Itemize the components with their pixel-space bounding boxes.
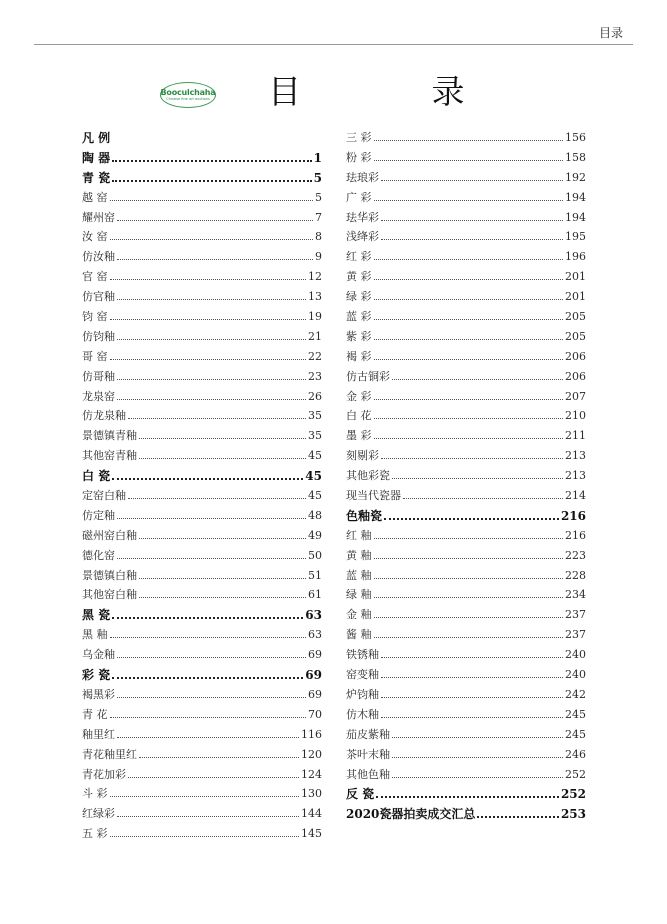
toc-entry-page: 216 [560,508,586,523]
toc-entry-label: 仿龙泉釉 [82,409,126,423]
toc-entry-page: 237 [565,628,586,642]
dot-leader [374,318,564,320]
logo-tagline-text: Chinese fine art auctions [166,97,210,101]
toc-entry [82,825,322,845]
toc-entry-page: 144 [301,807,322,821]
toc-entry-label: 黄 彩 [346,270,372,284]
dot-leader [117,656,306,658]
toc-entry-page: 145 [301,827,322,841]
toc-entry [346,209,586,229]
toc-entry-label: 定窑白釉 [82,489,126,503]
toc-entry-page: 201 [565,290,586,304]
toc-entry-page: 237 [565,608,586,622]
toc-entry-label: 广 彩 [346,190,372,204]
header-rule [34,44,633,45]
toc-entry-page: 5 [315,190,322,204]
toc-entry [346,169,586,189]
toc-entry [82,407,322,427]
toc-entry [346,288,586,308]
toc-entry-page: 211 [565,429,586,443]
toc-entry [346,487,586,507]
toc-entry [82,129,322,149]
toc-entry [82,686,322,706]
toc-entry-page: 1 [313,150,322,165]
dot-leader [374,616,564,618]
toc-entry-page: 13 [308,290,322,304]
toc-entry [82,726,322,746]
toc-entry-page: 242 [565,687,586,701]
dot-leader [139,577,306,579]
toc-entry-label: 浅绛彩 [346,230,379,244]
dot-leader [477,815,559,818]
toc-entry-page: 22 [308,349,322,363]
toc-entry-label: 越 窑 [82,190,108,204]
dot-leader [117,398,306,400]
toc-entry [346,368,586,388]
dot-leader [381,676,563,678]
dot-leader [374,398,564,400]
toc-entry-page: 45 [308,449,322,463]
toc-entry-page: 246 [565,747,586,761]
toc-entry [82,348,322,368]
toc-entry [346,328,586,348]
toc-entry-label: 红 釉 [346,528,372,542]
toc-entry-page: 45 [308,489,322,503]
toc-entry [346,766,586,786]
toc-entry-label: 仿汝釉 [82,250,115,264]
toc-entry-page: 253 [560,807,586,822]
toc-entry [82,189,322,209]
toc-entry-label: 青 瓷 [82,170,111,185]
dot-leader [381,179,563,181]
toc-entry-page: 7 [315,210,322,224]
toc-entry [346,547,586,567]
toc-entry-page: 51 [308,568,322,582]
toc-entry [346,447,586,467]
dot-leader [376,795,559,798]
toc-entry-label: 凡 例 [82,131,111,145]
toc-entry-label: 其他窑青釉 [82,449,137,463]
dot-leader [112,676,303,679]
toc-entry-page: 195 [565,230,586,244]
toc-entry [82,248,322,268]
toc-entry-label: 色釉瓷 [346,508,383,523]
toc-entry [82,288,322,308]
dot-leader [374,358,564,360]
toc-entry-label: 2020瓷器拍卖成交汇总 [346,807,476,822]
toc-entry-label: 炉钧釉 [346,687,379,701]
toc-entry-label: 五 彩 [82,827,108,841]
toc-entry [82,328,322,348]
toc-entry-label: 绿 彩 [346,290,372,304]
toc-entry-label: 黑 瓷 [82,608,111,623]
dot-leader [374,596,564,598]
toc-entry-page: 210 [565,409,586,423]
toc-entry-page: 9 [315,250,322,264]
publisher-logo [160,82,216,108]
toc-entry [346,228,586,248]
dot-leader [381,656,563,658]
toc-entry [82,766,322,786]
toc-entry [82,268,322,288]
toc-entry-page: 116 [301,727,322,741]
dot-leader [374,417,564,419]
dot-leader [374,537,564,539]
toc-entry [82,527,322,547]
toc-entry [82,626,322,646]
toc-entry [82,646,322,666]
toc-entry-label: 黑 釉 [82,628,108,642]
toc-entry-page: 124 [301,767,322,781]
toc-entry [346,746,586,766]
toc-entry-page: 252 [565,767,586,781]
dot-leader [392,378,563,380]
toc-entry [82,586,322,606]
toc-entry [82,746,322,766]
toc-entry-label: 仿定釉 [82,508,115,522]
toc-entry [346,606,586,626]
toc-entry-page: 26 [308,389,322,403]
dot-leader [128,417,306,419]
toc-entry-label: 景德镇白釉 [82,568,137,582]
dot-leader [117,696,306,698]
toc-entry [82,427,322,447]
toc-entry-page: 130 [301,787,322,801]
toc-entry-page: 12 [308,270,322,284]
toc-entry-label: 窑变釉 [346,668,379,682]
toc-entry-page: 214 [565,489,586,503]
toc-entry [346,666,586,686]
toc-entry [346,348,586,368]
toc-entry [82,567,322,587]
toc-entry [82,666,322,686]
toc-entry [346,646,586,666]
toc-entry-label: 白 花 [346,409,372,423]
toc-entry-label: 乌金釉 [82,648,115,662]
toc-entry-label: 其他彩瓷 [346,469,390,483]
toc-entry [82,149,322,169]
toc-entry-label: 刻剔彩 [346,449,379,463]
dot-leader [110,835,300,837]
dot-leader [110,716,307,718]
toc-entry-label: 红绿彩 [82,807,115,821]
toc-entry [82,308,322,328]
toc-entry-label: 其他窑白釉 [82,588,137,602]
toc-entry [346,507,586,527]
toc-entry [82,805,322,825]
toc-entry-label: 仿哥釉 [82,369,115,383]
dot-leader [112,477,303,480]
dot-leader [117,219,313,221]
toc-entry-page: 8 [315,230,322,244]
dot-leader [112,616,303,619]
toc-entry-label: 茶叶末釉 [346,747,390,761]
dot-leader [139,457,306,459]
toc-entry-label: 蓝 釉 [346,568,372,582]
toc-entry-page: 205 [565,329,586,343]
toc-entry-page: 45 [305,469,322,484]
dot-leader [117,517,306,519]
dot-leader [374,298,564,300]
toc-entry-page: 234 [565,588,586,602]
toc-left-column [82,129,322,845]
toc-entry [346,308,586,328]
dot-leader [117,258,313,260]
toc-entry-page: 194 [565,190,586,204]
toc-entry [346,686,586,706]
toc-entry-page: 228 [565,568,586,582]
dot-leader [117,338,306,340]
toc-entry-label: 紫 彩 [346,329,372,343]
toc-entry-label: 珐琅彩 [346,170,379,184]
dot-leader [139,596,306,598]
toc-entry [346,567,586,587]
toc-entry-page: 23 [308,369,322,383]
toc-entry-page: 21 [308,329,322,343]
toc-entry-page: 192 [565,170,586,184]
dot-leader [117,378,306,380]
toc-right-column [346,129,586,825]
toc-entry [82,487,322,507]
dot-leader [374,139,564,141]
dot-leader [117,298,306,300]
toc-entry-page: 35 [308,409,322,423]
dot-leader [117,557,306,559]
toc-entry-page: 206 [565,369,586,383]
dot-leader [110,318,307,320]
dot-leader [110,278,307,280]
toc-entry-page: 196 [565,250,586,264]
toc-entry-label: 青花加彩 [82,767,126,781]
dot-leader [374,338,564,340]
toc-entry-page: 63 [305,608,322,623]
toc-entry [346,527,586,547]
dot-leader [392,756,563,758]
toc-entry [346,129,586,149]
dot-leader [139,537,306,539]
toc-entry-page: 63 [308,628,322,642]
toc-entry [82,368,322,388]
dot-leader [110,636,307,638]
toc-entry-label: 钧 窑 [82,310,108,324]
toc-entry [82,706,322,726]
dot-leader [374,557,564,559]
toc-entry-label: 黄 釉 [346,548,372,562]
toc-entry-page: 158 [565,150,586,164]
toc-entry-label: 耀州窑 [82,210,115,224]
dot-leader [381,696,563,698]
toc-entry-page: 245 [565,727,586,741]
toc-entry [82,447,322,467]
dot-leader [128,776,299,778]
toc-entry-label: 斗 彩 [82,787,108,801]
dot-leader [384,517,559,520]
dot-leader [392,736,563,738]
toc-entry-page: 35 [308,429,322,443]
toc-entry-label: 茄皮紫釉 [346,727,390,741]
toc-entry-page: 69 [305,668,322,683]
toc-entry-label: 官 窑 [82,270,108,284]
toc-entry-page: 156 [565,131,586,144]
toc-entry-label: 白 瓷 [82,469,111,484]
toc-entry-page: 206 [565,349,586,363]
toc-entry-label: 仿官釉 [82,290,115,304]
toc-entry-label: 铁锈釉 [346,648,379,662]
dot-leader [403,497,563,499]
toc-entry [346,248,586,268]
dot-leader [374,199,564,201]
toc-entry-label: 反 瓷 [346,787,375,802]
toc-entry [346,268,586,288]
toc-entry-page: 213 [565,449,586,463]
toc-entry-label: 陶 器 [82,150,111,165]
toc-entry-label: 青花釉里红 [82,747,137,761]
toc-entry-label: 德化窑 [82,548,115,562]
toc-entry-page: 5 [313,170,322,185]
page-title: 目 录 [268,72,525,111]
dot-leader [117,736,299,738]
toc-entry [346,407,586,427]
toc-entry-label: 景德镇青釉 [82,429,137,443]
toc-entry-label: 三 彩 [346,131,372,144]
dot-leader [374,577,564,579]
dot-leader [381,457,563,459]
toc-entry-label: 红 彩 [346,250,372,264]
toc-entry-page: 213 [565,469,586,483]
dot-leader [117,815,299,817]
toc-entry [346,805,586,825]
dot-leader [381,238,563,240]
toc-entry-label: 褐黑彩 [82,687,115,701]
toc-entry [346,427,586,447]
toc-entry-label: 哥 窑 [82,349,108,363]
toc-entry-page: 207 [565,389,586,403]
toc-entry-page: 69 [308,687,322,701]
toc-entry-page: 19 [308,310,322,324]
toc-entry-label: 其他色釉 [346,767,390,781]
toc-entry-label: 仿木釉 [346,707,379,721]
toc-entry-label: 釉里红 [82,727,115,741]
toc-entry [82,388,322,408]
toc-entry [82,785,322,805]
toc-entry [346,388,586,408]
toc-entry-page: 50 [308,548,322,562]
toc-entry-label: 金 彩 [346,389,372,403]
toc-entry-label: 汝 窑 [82,230,108,244]
toc-entry [346,189,586,209]
toc-entry-label: 青 花 [82,707,108,721]
dot-leader [392,776,563,778]
toc-entry-label: 墨 彩 [346,429,372,443]
toc-entry-page: 245 [565,707,586,721]
dot-leader [110,795,300,797]
toc-entry [346,149,586,169]
toc-entry-label: 磁州窑白釉 [82,528,137,542]
dot-leader [374,636,564,638]
dot-leader [112,159,311,162]
toc-entry [82,228,322,248]
dot-leader [374,278,564,280]
dot-leader [374,437,564,439]
dot-leader [110,199,314,201]
toc-entry-page: 240 [565,648,586,662]
toc-entry [346,706,586,726]
dot-leader [381,716,563,718]
toc-entry-label: 龙泉窑 [82,389,115,403]
toc-entry-label: 金 釉 [346,608,372,622]
toc-entry [82,169,322,189]
toc-entry-label: 仿钧釉 [82,329,115,343]
dot-leader [112,179,311,182]
toc-entry-page: 240 [565,668,586,682]
toc-entry-page: 201 [565,270,586,284]
toc-entry [346,785,586,805]
dot-leader [374,258,564,260]
toc-entry-page: 205 [565,310,586,324]
dot-leader [381,219,563,221]
toc-entry-label: 粉 彩 [346,150,372,164]
toc-entry-label: 仿古铜彩 [346,369,390,383]
toc-entry-label: 褐 彩 [346,349,372,363]
toc-entry [82,209,322,229]
toc-entry-page: 120 [301,747,322,761]
toc-entry-page: 223 [565,548,586,562]
dot-leader [139,756,299,758]
logo-brand-text: Booculchaha [160,88,216,97]
dot-leader [139,437,306,439]
toc-entry [82,467,322,487]
dot-leader [374,159,564,161]
toc-entry-page: 61 [308,588,322,602]
toc-entry-page: 69 [308,648,322,662]
toc-entry [346,726,586,746]
toc-entry-label: 珐华彩 [346,210,379,224]
toc-entry-page: 70 [308,707,322,721]
dot-leader [392,477,563,479]
dot-leader [110,238,314,240]
running-header: 目录 [598,26,623,40]
toc-entry-page: 49 [308,528,322,542]
toc-entry [82,507,322,527]
toc-entry-label: 现当代瓷器 [346,489,401,503]
toc-entry [346,467,586,487]
dot-leader [110,358,307,360]
toc-entry [346,626,586,646]
toc-entry [82,547,322,567]
toc-entry-page: 216 [565,528,586,542]
toc-entry [346,586,586,606]
toc-entry [82,606,322,626]
toc-entry-label: 蓝 彩 [346,310,372,324]
toc-entry-page: 252 [560,787,586,802]
toc-entry-page: 194 [565,210,586,224]
toc-entry-label: 酱 釉 [346,628,372,642]
toc-entry-label: 彩 瓷 [82,668,111,683]
toc-entry-label: 绿 釉 [346,588,372,602]
toc-entry-page: 48 [308,508,322,522]
dot-leader [128,497,306,499]
